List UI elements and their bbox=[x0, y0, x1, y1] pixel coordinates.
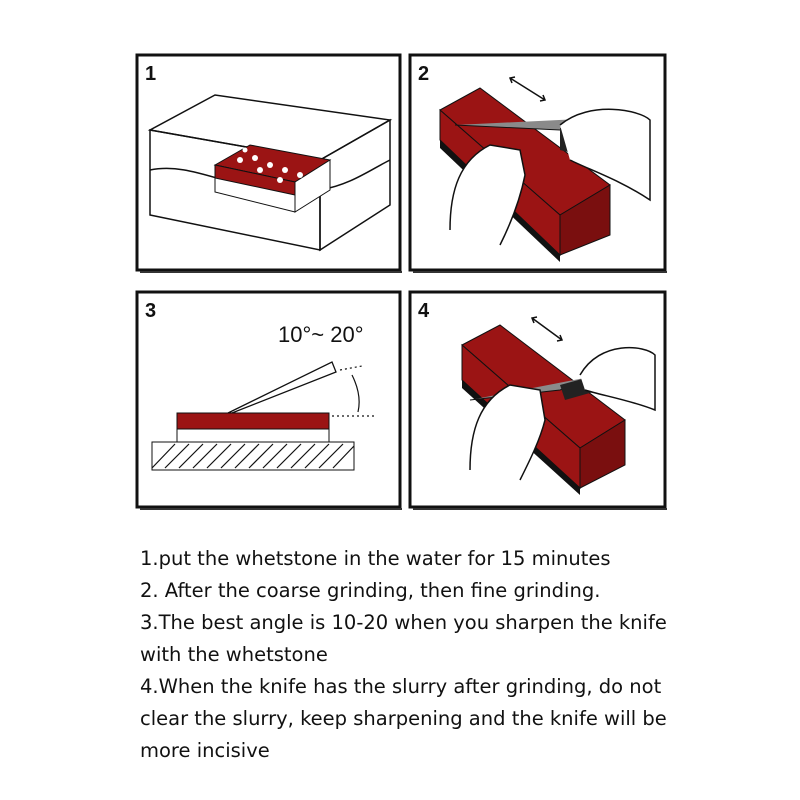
panel-number: 3 bbox=[145, 300, 157, 322]
panel-1-soak-stone bbox=[137, 55, 402, 272]
instructions-text bbox=[140, 543, 780, 767]
whetstone-icon bbox=[177, 413, 329, 429]
panel-4-slurry bbox=[410, 292, 667, 509]
instruction-line: clear the slurry, keep sharpening and the knife will be bbox=[140, 707, 667, 730]
instruction-line: 3.The best angle is 10-20 when you sharpen the knife bbox=[140, 611, 667, 634]
instruction-line: 1.put the whetstone in the water for 15 minutes bbox=[140, 547, 611, 570]
angle-label: 10°~ 20° bbox=[278, 322, 364, 347]
instruction-line: 2. After the coarse grinding, then fine grinding. bbox=[140, 579, 601, 602]
panel-number: 2 bbox=[418, 63, 430, 85]
panel-number: 4 bbox=[418, 300, 430, 322]
panel-3-angle bbox=[137, 292, 402, 509]
instruction-line: more incisive bbox=[140, 739, 270, 762]
panel-number: 1 bbox=[145, 63, 157, 85]
table-surface bbox=[152, 442, 354, 470]
panel-2-sharpen bbox=[410, 55, 667, 272]
instruction-line: 4.When the knife has the slurry after grinding, do not bbox=[140, 675, 662, 698]
instruction-line: with the whetstone bbox=[140, 643, 328, 666]
